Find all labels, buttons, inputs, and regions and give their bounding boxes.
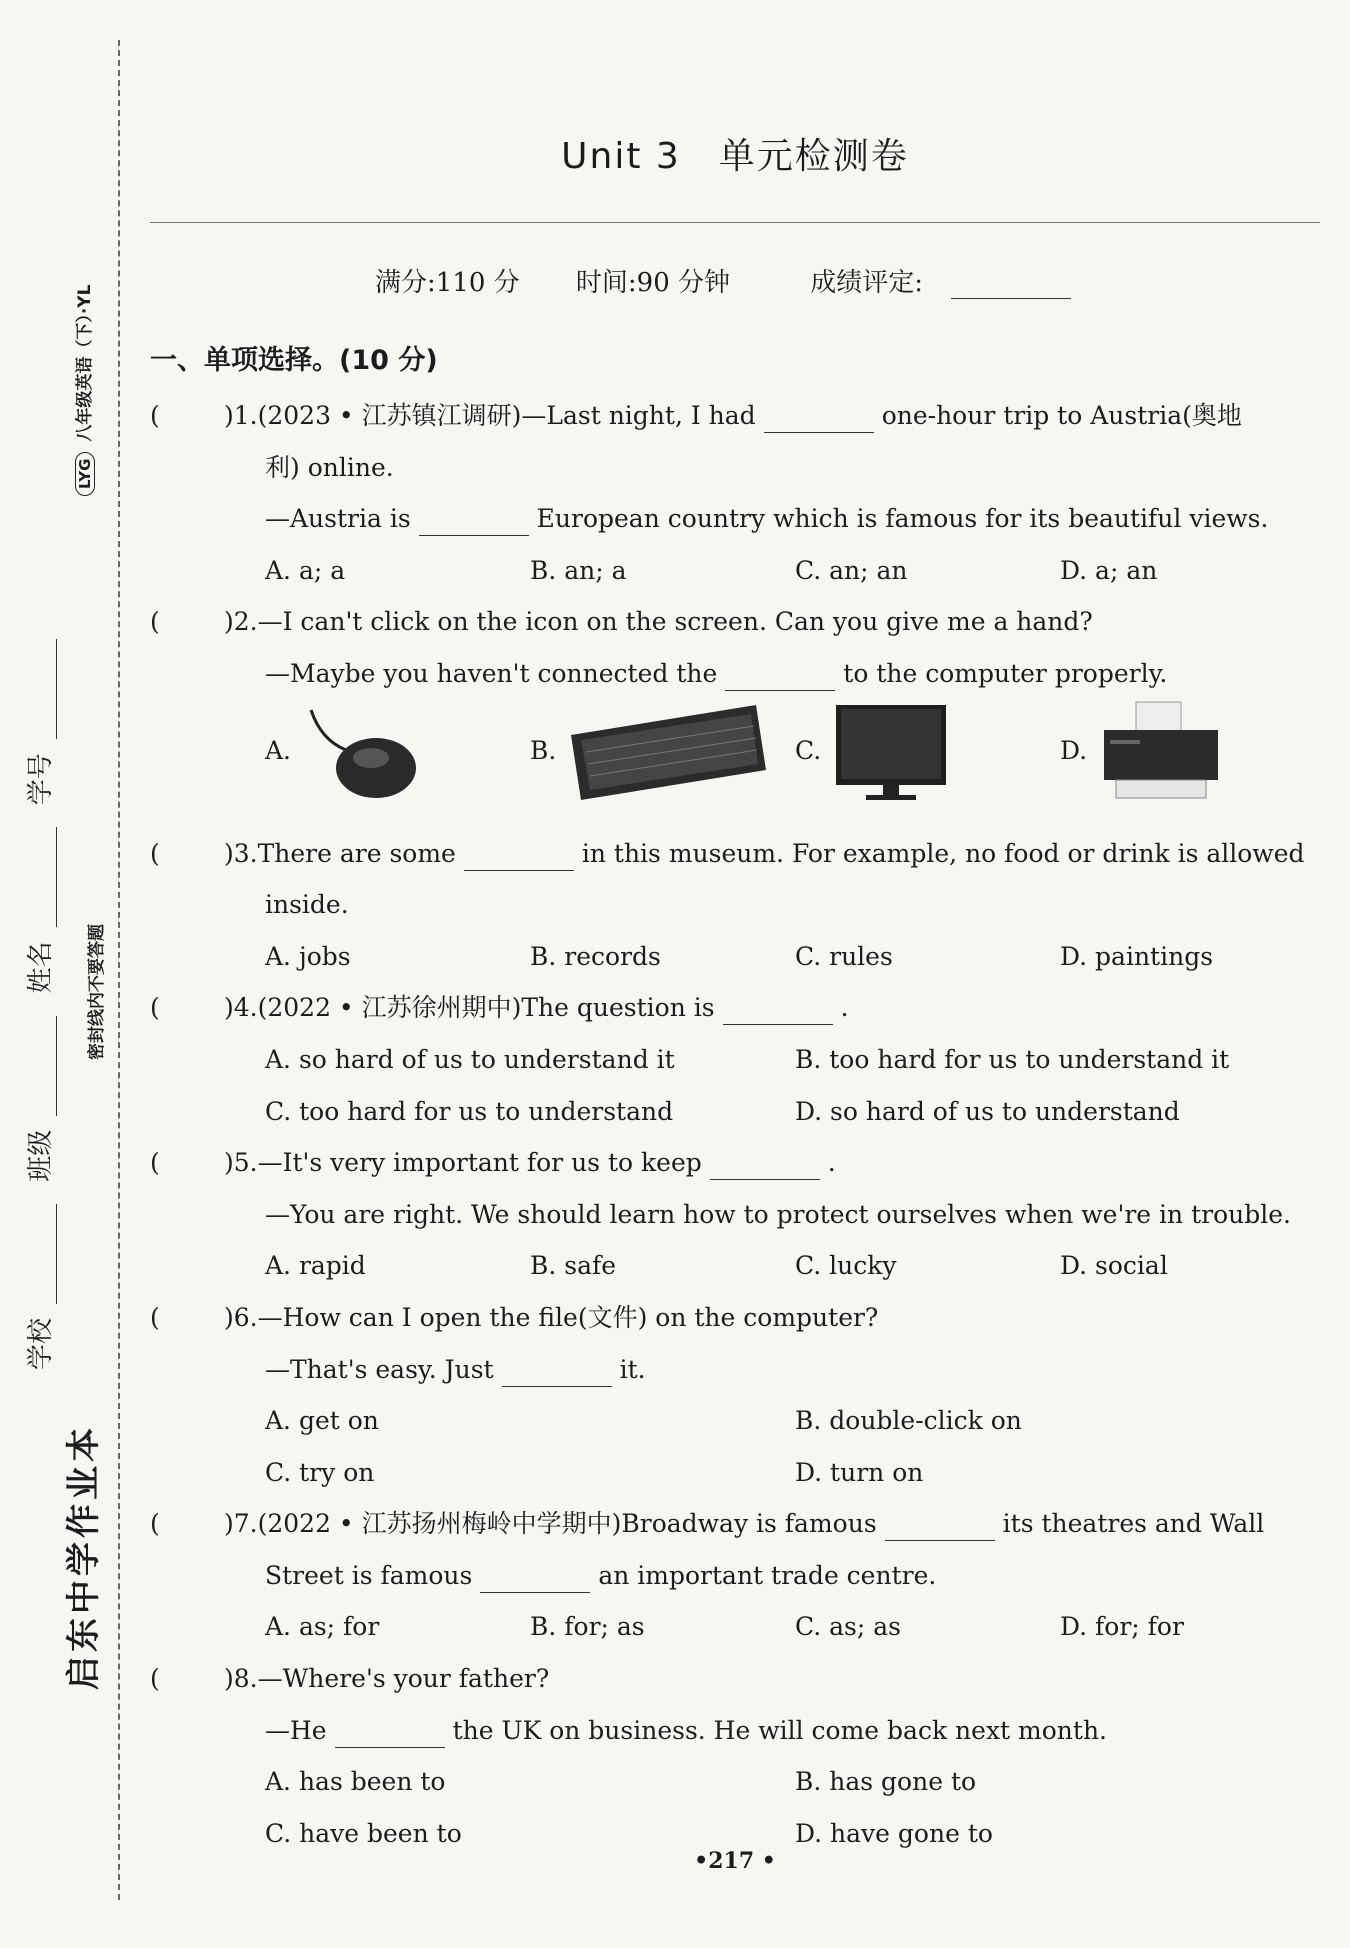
option-c[interactable]: C. too hard for us to understand: [265, 1096, 674, 1126]
option-c[interactable]: C. try on: [265, 1457, 375, 1487]
option-b[interactable]: B. has gone to: [795, 1767, 977, 1797]
school-blank[interactable]: [26, 1204, 57, 1304]
id-blank[interactable]: [26, 639, 57, 739]
option-d[interactable]: D. social: [1060, 1251, 1168, 1281]
option-b[interactable]: B. safe: [530, 1251, 617, 1281]
question-4: ( )4.(2022 • 江苏徐州期中)The question is .: [150, 982, 1320, 1034]
answer-blank[interactable]: [335, 1717, 445, 1748]
option-c[interactable]: C. lucky: [795, 1251, 897, 1281]
option-d[interactable]: D. so hard of us to understand: [795, 1096, 1180, 1126]
keyboard-icon: [566, 700, 771, 810]
question-list: ( )1.(2023 • 江苏镇江调研)—Last night, I had one-hour trip to Austria(奥地 利) online. —Austria is European country which is famous for its beautiful views. A. a; a B. an; a C. an; an D. a; an ( )2.—I can't click on the icon on the screen. Can you give me a hand? —Maybe you haven't connected the to the computer properly. A. B. C. D. ( )3.There are some in this museum. For example, no food or drink is allowed inside. A. jobs B. records C. rules D. paintings ( )4.(2022 • 江苏徐州期中)The question is . A. so hard of us to understand it B. too hard for us to understand it C. too hard for us to understand D. so hard of us to understand ( )5.—It's very important for us to keep . —You are right. We should learn how to protect ourselves when we're in trouble. A. rapid B. safe C. lucky D. social ( )6.—How can I open the file(文件) on the computer? —That's easy. Just it. A. get on B. double-click on C. try on D. turn on ( )7.(2022 • 江苏扬州梅岭中学期中)Broadway is famous its theatres and Wall Street is famous an important trade centre. A. as; for B. for; as C. as; as D. for; for ( )8.—Where's your father? —He the UK on business. He will come back next month. A. has been to B. has gone to C. have been to D. have gone to: [150, 390, 1320, 1859]
title-divider: [150, 222, 1320, 223]
option-d[interactable]: D. turn on: [795, 1457, 924, 1487]
image-options-row: A. B. C. D.: [150, 700, 1320, 828]
option-b[interactable]: B. an; a: [530, 555, 627, 585]
page-title: Unit 3 单元检测卷: [561, 136, 909, 177]
option-b[interactable]: B. too hard for us to understand it: [795, 1044, 1230, 1074]
option-a[interactable]: A. a; a: [265, 555, 346, 585]
name-blank[interactable]: [26, 827, 57, 927]
option-c[interactable]: C. rules: [795, 941, 893, 971]
question-8: ( )8.—Where's your father?: [150, 1664, 550, 1694]
option-d[interactable]: D. a; an: [1060, 555, 1158, 585]
full-score: 满分:110 分: [374, 268, 520, 298]
monitor-icon: [831, 700, 951, 810]
question-1: ( )1.(2023 • 江苏镇江调研)—Last night, I had one-hour trip to Austria(奥地: [150, 390, 1320, 442]
section-title: 一、单项选择。(10 分): [150, 345, 438, 376]
option-a[interactable]: A. jobs: [265, 941, 351, 971]
question-5: ( )5.—It's very important for us to keep .: [150, 1137, 1320, 1189]
options-row: [150, 1756, 1320, 1808]
option-d[interactable]: D. paintings: [1060, 941, 1214, 971]
binding-margin: [0, 0, 135, 1948]
answer-blank[interactable]: [723, 994, 833, 1025]
option-b[interactable]: B. double-click on: [795, 1406, 1022, 1436]
option-c[interactable]: C. an; an: [795, 555, 908, 585]
exam-meta: [150, 262, 1320, 299]
option-c[interactable]: C. as; as: [795, 1612, 901, 1642]
options-row: [150, 1601, 1320, 1653]
options-row: [150, 1447, 1320, 1499]
answer-blank[interactable]: [502, 1356, 612, 1387]
grade-blank[interactable]: [951, 270, 1071, 299]
class-blank[interactable]: [26, 1016, 57, 1116]
options-row: [150, 545, 1320, 597]
mouse-icon: [301, 700, 421, 810]
answer-blank[interactable]: [885, 1510, 995, 1541]
field-class: 班级: [26, 1129, 56, 1182]
seal-notice: 密封线内不要答题: [87, 924, 107, 1060]
options-row: [150, 931, 1320, 983]
student-info-fields: [20, 625, 57, 1370]
answer-blank[interactable]: [480, 1562, 590, 1593]
options-row: [150, 1395, 1320, 1447]
options-row: [150, 1086, 1320, 1138]
answer-blank[interactable]: [710, 1149, 820, 1180]
question-7: ( )7.(2022 • 江苏扬州梅岭中学期中)Broadway is famous its theatres and Wall: [150, 1498, 1320, 1550]
printer-icon: [1096, 700, 1226, 810]
book-title: LYG 八年级英语（下）·YL: [70, 285, 95, 500]
seal-dashed-line: [118, 40, 120, 1900]
exam-page: [150, 0, 1320, 1948]
option-a[interactable]: A. rapid: [265, 1251, 366, 1281]
options-row: [150, 1034, 1320, 1086]
option-b[interactable]: B. records: [530, 941, 661, 971]
option-d[interactable]: D. for; for: [1060, 1612, 1184, 1642]
options-row: [150, 1240, 1320, 1292]
option-d[interactable]: D. have gone to: [795, 1818, 993, 1848]
option-a[interactable]: A. so hard of us to understand it: [265, 1044, 675, 1074]
question-6: ( )6.—How can I open the file(文件) on the computer?: [150, 1302, 879, 1332]
question-3: ( )3.There are some in this museum. For example, no food or drink is allowed: [150, 828, 1320, 880]
answer-blank[interactable]: [764, 402, 874, 433]
answer-blank[interactable]: [419, 505, 529, 536]
brand-name: 启东中学作业本: [64, 1424, 104, 1690]
option-a[interactable]: A. has been to: [265, 1767, 446, 1797]
option-c[interactable]: C. have been to: [265, 1818, 462, 1848]
field-school: 学校: [26, 1317, 56, 1370]
option-b[interactable]: B. for; as: [530, 1612, 645, 1642]
option-a[interactable]: A. as; for: [265, 1612, 380, 1642]
time-limit: 时间:90 分钟: [575, 268, 730, 298]
field-id: 学号: [26, 753, 56, 806]
lyg-badge: LYG: [75, 452, 95, 496]
field-name: 姓名: [26, 941, 56, 994]
option-a[interactable]: A. get on: [265, 1406, 379, 1436]
page-number: •217 •: [694, 1848, 776, 1874]
question-2: ( )2.—I can't click on the icon on the screen. Can you give me a hand?: [150, 607, 1093, 637]
answer-blank[interactable]: [464, 840, 574, 871]
grade-label: 成绩评定:: [810, 268, 924, 298]
answer-blank[interactable]: [725, 660, 835, 691]
